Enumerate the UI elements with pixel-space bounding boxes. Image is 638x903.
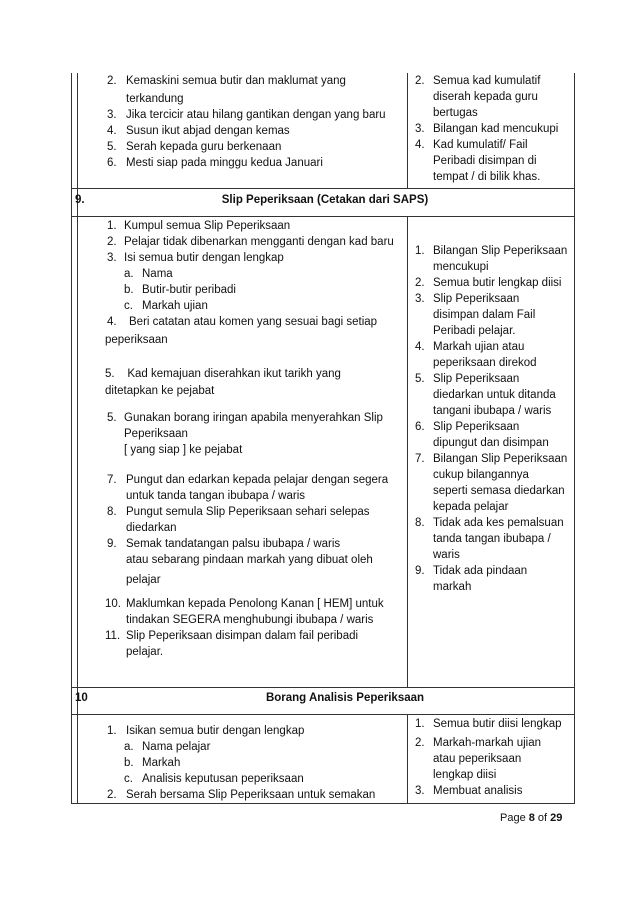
list-item: Peperiksaan xyxy=(124,428,188,440)
list-item: bertugas xyxy=(433,107,478,119)
list-item: atau peperiksaan xyxy=(433,753,522,765)
list-item: 9. Tidak ada pindaan xyxy=(415,565,528,577)
section10-title: Borang Analisis Peperiksaan xyxy=(265,692,425,704)
list-item: 2. Semua kad kumulatif xyxy=(415,75,541,87)
list-item: 1. Kumpul semua Slip Peperiksaan xyxy=(107,220,291,232)
list-item: Peribadi pelajar. xyxy=(433,325,516,337)
list-item: 11. Slip Peperiksaan disimpan dalam fail peribadi xyxy=(105,630,359,642)
list-item: b. Butir-butir peribadi xyxy=(124,284,236,296)
list-item: pelajar. xyxy=(126,646,164,658)
current-page: 8 xyxy=(528,812,535,824)
list-item: tangani ibubapa / waris xyxy=(433,405,552,417)
table-border-left xyxy=(71,73,72,803)
s10-right-list xyxy=(415,716,573,799)
list-item: peperiksaan direkod xyxy=(433,357,537,369)
list-item: Peribadi disimpan di xyxy=(433,155,537,167)
list-item: diedarkan xyxy=(126,522,177,534)
list-item: 9. Semak tandatangan palsu ibubapa / waris xyxy=(107,538,341,550)
list-item: 4. Beri catatan atau komen yang sesuai bagi setiap xyxy=(107,316,378,328)
page-number-footer: Page 8 of 29 xyxy=(500,812,563,824)
total-pages: 29 xyxy=(550,812,563,824)
list-item: mencukupi xyxy=(433,261,489,273)
column-divider-top xyxy=(407,73,408,188)
column-divider-s9 xyxy=(407,216,408,687)
list-item: 4. Markah ujian atau xyxy=(415,341,525,353)
list-item: 8. Pungut semula Slip Peperiksaan sehari selepas xyxy=(107,506,370,518)
list-item: dipungut dan disimpan xyxy=(433,437,549,449)
list-item: 5. Slip Peperiksaan xyxy=(415,373,520,385)
list-item: 4. Susun ikut abjad dengan kemas xyxy=(107,125,290,137)
list-item: 3. Membuat analisis xyxy=(415,785,523,797)
table-border-bottom xyxy=(71,803,575,804)
list-item: b. Markah xyxy=(124,757,181,769)
s9-left-list-e xyxy=(105,596,403,660)
section9-title: Slip Peperiksaan (Cetakan dari SAPS) xyxy=(221,194,429,206)
list-item: 5. Serah kepada guru berkenaan xyxy=(107,141,282,153)
s10-left-list xyxy=(107,723,403,803)
column-divider-s10 xyxy=(407,714,408,803)
list-item: 6. Mesti siap pada minggu kedua Januari xyxy=(107,157,323,169)
section9-header-top xyxy=(71,188,575,189)
list-item: disimpan dalam Fail xyxy=(433,309,536,321)
list-item: 6. Slip Peperiksaan xyxy=(415,421,520,433)
list-item: kepada pelajar xyxy=(433,501,509,513)
section10-header-top xyxy=(71,687,575,688)
list-item: 3. Isi semua butir dengan lengkap xyxy=(107,252,284,264)
list-item: untuk tanda tangan ibubapa / waris xyxy=(126,490,306,502)
s9-left-list-d xyxy=(107,472,403,588)
list-item: waris xyxy=(433,549,460,561)
list-item: lengkap diisi xyxy=(433,769,497,781)
list-item: 1. Bilangan Slip Peperiksaan xyxy=(415,245,568,257)
list-item: 8. Tidak ada kes pemalsuan xyxy=(415,517,564,529)
list-item: cukup bilangannya xyxy=(433,469,529,481)
list-item: a. Nama xyxy=(124,268,173,280)
list-item: 1. Isikan semua butir dengan lengkap xyxy=(107,725,305,737)
list-item: [ yang siap ] ke pejabat xyxy=(124,444,243,456)
list-item: tempat / di bilik khas. xyxy=(433,171,541,183)
list-item: 1. Semua butir diisi lengkap xyxy=(415,718,562,730)
list-item: 2. Pelajar tidak dibenarkan mengganti dengan kad baru xyxy=(107,236,394,248)
list-item: 3. Slip Peperiksaan xyxy=(415,293,520,305)
list-item: 3. Jika tercicir atau hilang gantikan dengan yang baru xyxy=(107,109,386,121)
list-item: 5. Gunakan borang iringan apabila menyerahkan Slip xyxy=(107,412,383,424)
list-item: c. Analisis keputusan peperiksaan xyxy=(124,773,304,785)
section9-header-bottom xyxy=(71,216,575,217)
top-left-list xyxy=(107,73,403,171)
table-border-right xyxy=(574,73,575,803)
list-item: tanda tangan ibubapa / xyxy=(433,533,551,545)
list-item: 2. Markah-markah ujian xyxy=(415,737,542,749)
list-item: c. Markah ujian xyxy=(124,300,208,312)
s9-left-list-c xyxy=(107,410,403,458)
list-item: diedarkan untuk ditanda xyxy=(433,389,556,401)
list-item: 3. Bilangan kad mencukupi xyxy=(415,123,559,135)
s9-left-item-kad-kemajuan-cont: ditetapkan ke pejabat xyxy=(105,385,215,397)
s9-left-list-a xyxy=(107,218,403,330)
section9-number: 9. xyxy=(75,194,85,206)
list-item: terkandung xyxy=(126,93,184,105)
section10-header-bottom xyxy=(71,714,575,715)
list-item: 2. Semua butir lengkap diisi xyxy=(415,277,562,289)
list-item: 2. Serah bersama Slip Peperiksaan untuk semakan xyxy=(107,789,376,801)
list-item: seperti semasa diedarkan xyxy=(433,485,565,497)
s9-left-item-kad-kemajuan: 5. Kad kemajuan diserahkan ikut tarikh yang xyxy=(105,368,341,380)
top-right-list xyxy=(415,73,573,185)
list-item: tindakan SEGERA menghubungi ibubapa / waris xyxy=(126,614,374,626)
list-item: 7. Bilangan Slip Peperiksaan xyxy=(415,453,568,465)
list-item: atau sebarang pindaan markah yang dibuat oleh xyxy=(126,554,373,566)
list-item: diserah kepada guru xyxy=(433,91,538,103)
section10-number: 10 xyxy=(75,692,88,704)
list-item: pelajar xyxy=(126,574,161,586)
list-item: 4. Kad kumulatif/ Fail xyxy=(415,139,528,151)
list-item: 7. Pungut dan edarkan kepada pelajar dengan segera xyxy=(107,474,389,486)
list-item: markah xyxy=(433,581,472,593)
s9-left-a-continuation: peperiksaan xyxy=(105,334,168,346)
list-item: a. Nama pelajar xyxy=(124,741,211,753)
list-item: 2. Kemaskini semua butir dan maklumat yang xyxy=(107,75,346,87)
list-item: 10. Maklumkan kepada Penolong Kanan [ HEM] untuk xyxy=(105,598,384,610)
s9-right-list xyxy=(415,243,573,595)
